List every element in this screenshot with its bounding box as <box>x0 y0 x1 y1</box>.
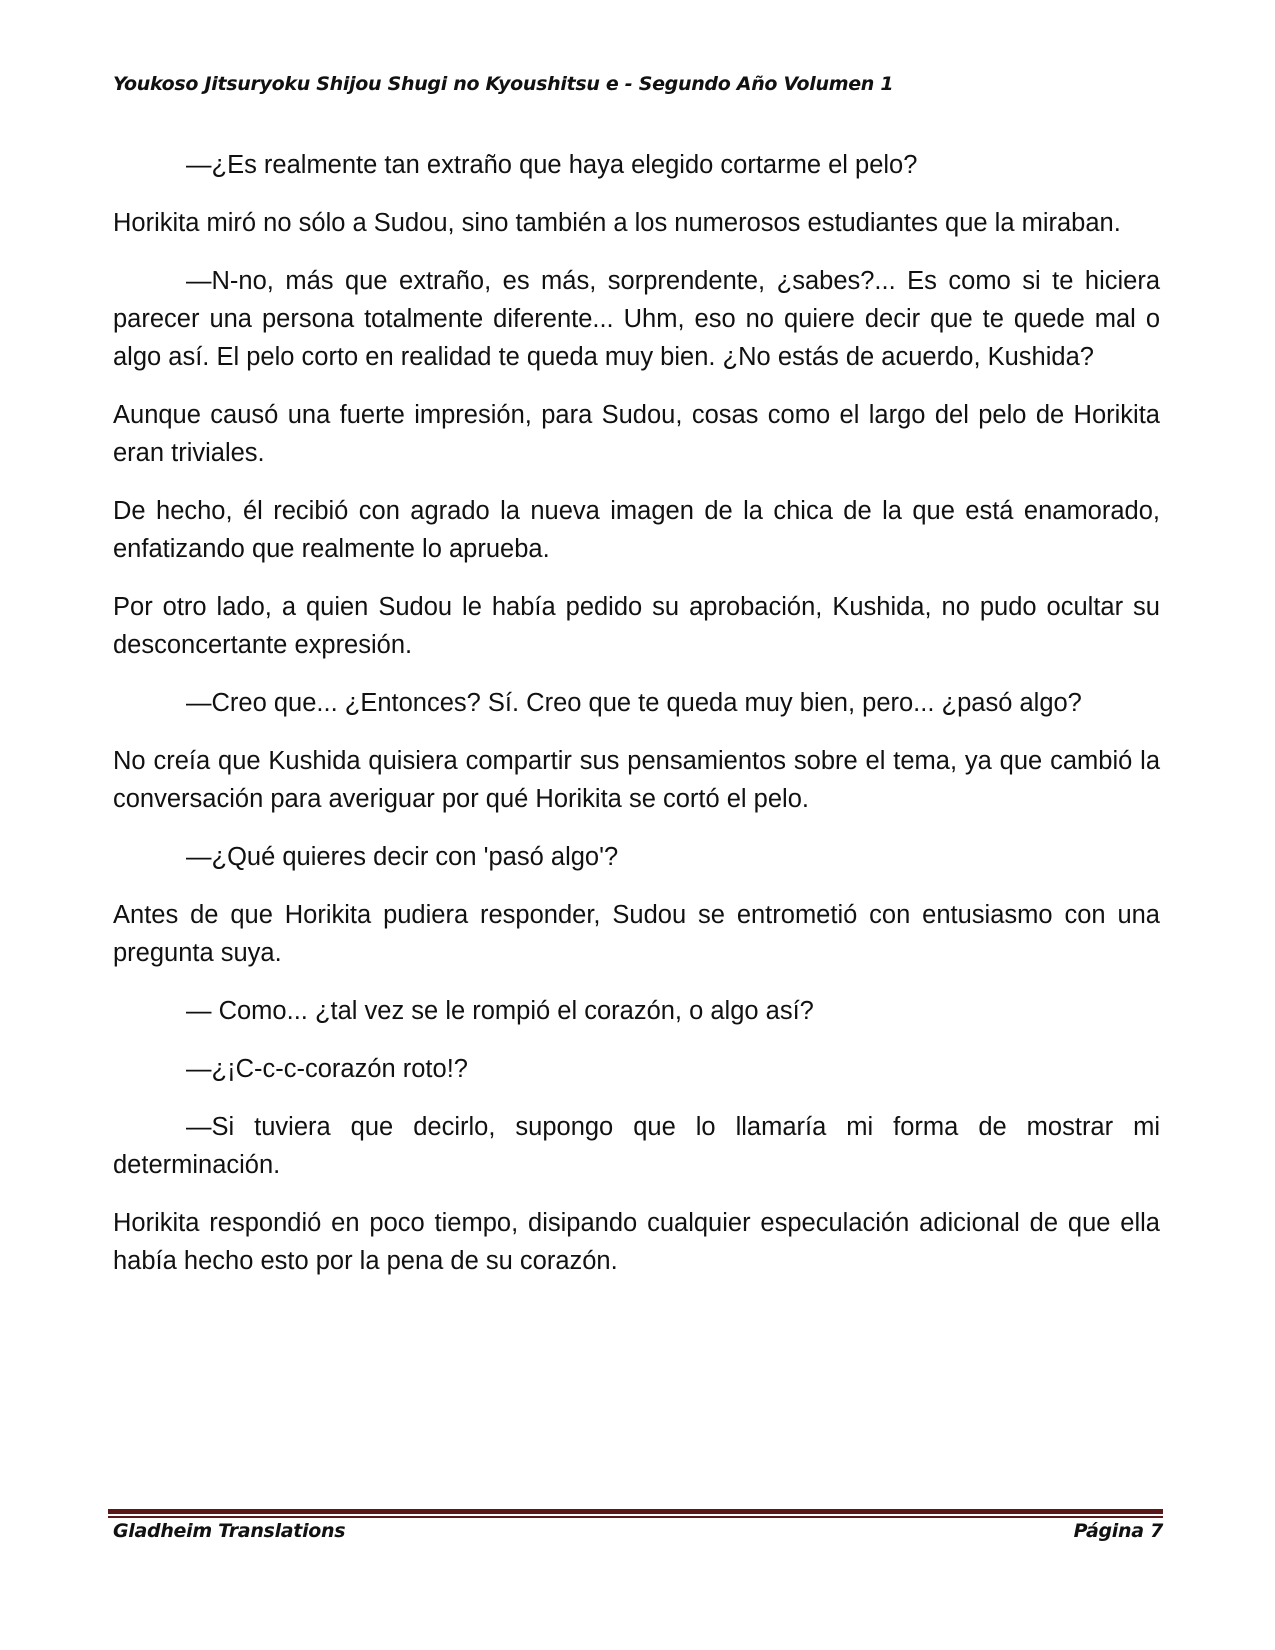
paragraph-4: Aunque causó una fuerte impresión, para Sudou, cosas como el largo del pelo de Horikita eran triviales. <box>113 401 1160 467</box>
footer-publisher: Gladheim Translations <box>113 1520 346 1542</box>
paragraph-8: No creía que Kushida quisiera compartir sus pensamientos sobre el tema, ya que cambió la conversación para averiguar por qué Horikita se cortó el pelo. <box>113 747 1160 813</box>
paragraph-2: Horikita miró no sólo a Sudou, sino también a los numerosos estudiantes que la miraban. <box>113 209 1121 237</box>
paragraph-12: —¿¡C-c-c-corazón roto!? <box>186 1055 468 1083</box>
paragraph-1: —¿Es realmente tan extraño que haya elegido cortarme el pelo? <box>186 151 918 179</box>
paragraph-10: Antes de que Horikita pudiera responder, Sudou se entrometió con entusiasmo con una pregunta suya. <box>113 901 1160 967</box>
page-footer <box>113 1520 1163 1542</box>
paragraph-13: —Si tuviera que decirlo, supongo que lo llamaría mi forma de mostrar mi determinación. <box>113 1113 1160 1179</box>
paragraph-9: —¿Qué quieres decir con 'pasó algo'? <box>186 843 619 871</box>
paragraph-7: —Creo que... ¿Entonces? Sí. Creo que te queda muy bien, pero... ¿pasó algo? <box>186 689 1082 717</box>
paragraph-14: Horikita respondió en poco tiempo, disipando cualquier especulación adicional de que ella había hecho esto por la pena de su corazón. <box>113 1209 1160 1275</box>
paragraph-6: Por otro lado, a quien Sudou le había pedido su aprobación, Kushida, no pudo ocultar su desconcertante expresión. <box>113 593 1160 659</box>
page-header-title: Youkoso Jitsuryoku Shijou Shugi no Kyoushitsu e - Segundo Año Volumen 1 <box>113 73 894 95</box>
paragraph-3: —N-no, más que extraño, es más, sorprendente, ¿sabes?... Es como si te hiciera parecer una persona totalmente diferente... Uhm, eso no quiere decir que te quede mal o algo así. El pelo corto en realidad te queda muy bien. ¿No estás de acuerdo, Kushida? <box>113 267 1160 371</box>
paragraph-11: — Como... ¿tal vez se le rompió el corazón, o algo así? <box>186 997 814 1025</box>
footer-page-number: Página 7 <box>1073 1520 1163 1542</box>
paragraph-5: De hecho, él recibió con agrado la nueva imagen de la chica de la que está enamorado, enfatizando que realmente lo aprueba. <box>113 497 1160 563</box>
document-body <box>113 146 1160 1300</box>
